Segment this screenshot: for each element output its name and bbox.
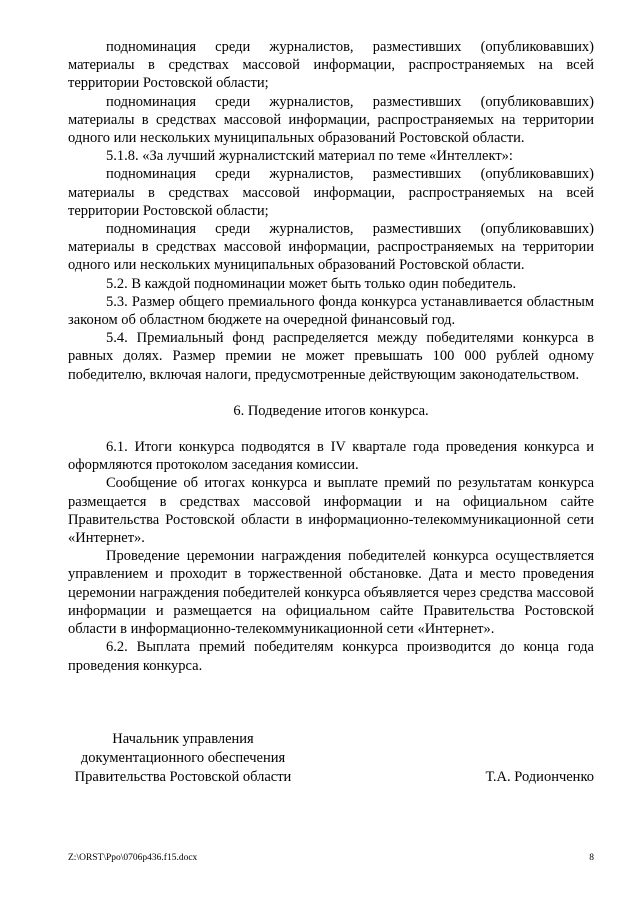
paragraph: подноминация среди журналистов, разместивших (опубликовавших) материалы в средствах массовой информации, распространяемых на территории одного или нескольких муниципальных образований Ростовской области. xyxy=(68,93,594,147)
page-number: 8 xyxy=(589,853,594,863)
paragraph: 6.1. Итоги конкурса подводятся в IV квартале года проведения конкурса и оформляются протоколом заседания комиссии. xyxy=(68,439,594,474)
footer-file-path: Z:\ORST\Ppo\0706p436.f15.docx xyxy=(68,853,198,863)
paragraph: 5.3. Размер общего премиального фонда конкурса устанавливается областным законом об областном бюджете на очередной финансовый год. xyxy=(68,293,594,329)
paragraph: подноминация среди журналистов, разместивших (опубликовавших) материалы в средствах массовой информации, распространяемых на всей территории Ростовской области; xyxy=(68,166,594,219)
paragraph: 5.4. Премиальный фонд распределяется между победителями конкурса в равных долях. Размер премии не может превышать 100 000 рублей одному победителю, включая налоги, предусмотренные действующим законодательством. xyxy=(68,330,594,383)
paragraph: 5.2. В каждой подноминации может быть только один победитель. xyxy=(106,275,517,292)
signatory-title-line: Правительства Ростовской области xyxy=(74,769,292,785)
paragraph: подноминация среди журналистов, разместивших (опубликовавших) материалы в средствах массовой информации, распространяемых на всей территории Ростовской области; xyxy=(68,39,594,92)
signatory-title-line: Начальник управления xyxy=(112,731,254,747)
paragraph: подноминация среди журналистов, разместивших (опубликовавших) материалы в средствах массовой информации, распространяемых на территории одного или нескольких муниципальных образований Ростовской области. xyxy=(68,221,594,274)
paragraph: 6.2. Выплата премий победителям конкурса производится до конца года проведения конкурса. xyxy=(68,639,594,674)
signatory-title-line: документационного обеспечения xyxy=(80,750,286,766)
section-title: 6. Подведение итогов конкурса. xyxy=(233,402,429,419)
signature-block xyxy=(68,730,594,787)
signatory-title xyxy=(68,730,298,787)
document-body xyxy=(68,38,594,675)
paragraph: 5.1.8. «За лучший журналистский материал по теме «Интеллект»: xyxy=(106,148,513,165)
paragraph: Проведение церемонии награждения победителей конкурса осуществляется управлением и проходит в торжественной обстановке. Дата и место проведения церемонии награждения победителей конкурса объявляется через средства массовой информации и размещается на официальном сайте Правительства Ростовской области в информационно-телекоммуникационной сети «Интернет». xyxy=(68,548,594,638)
paragraph: Сообщение об итогах конкурса и выплате премий по результатам конкурса размещается в средствах массовой информации и на официальном сайте Правительства Ростовской области в информационно-телекоммуникационной сети «Интернет». xyxy=(68,475,594,547)
signatory-name: Т.А. Родионченко xyxy=(485,769,594,785)
